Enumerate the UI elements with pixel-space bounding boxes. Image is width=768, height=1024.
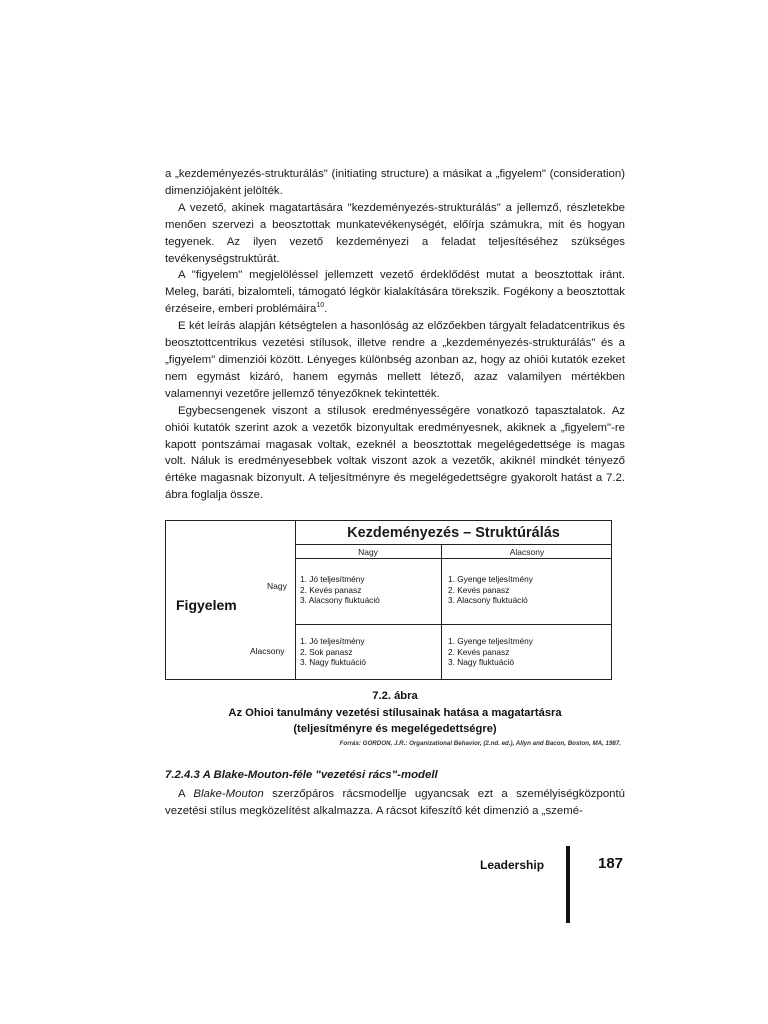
paragraph-3 bbox=[165, 267, 625, 318]
footnote-ref: 10 bbox=[316, 302, 325, 310]
cell-line: 2. Kevés panasz bbox=[448, 584, 510, 595]
figure-divider-cols bbox=[441, 544, 442, 680]
figure-caption-line-1: Az Ohioi tanulmány vezetési stílusainak hatása a magatartásra bbox=[228, 707, 562, 719]
figure-divider-header bbox=[295, 558, 612, 559]
paragraph-2: A vezető, akinek magatartására "kezdeményezés-strukturálás" a jellemző, részletekbe menően szervezi a beosztottak munkatevékenységét, előírja számukra, mit és hogyan tegyenek. Az ilyen vezető kezdeményezi a feladat teljesítéséhez szükséges tevékenységstruktúrát. bbox=[165, 201, 625, 265]
figure-cell-low-low bbox=[448, 636, 533, 668]
cell-line: 1. Gyenge teljesítmény bbox=[448, 636, 533, 646]
footer-running-title: Leadership bbox=[480, 858, 545, 872]
section-text bbox=[165, 786, 625, 820]
figure-col-label-low: Alacsony bbox=[442, 544, 612, 559]
section-text-rest: szerzőpáros rácsmodellje ugyancsak ezt a személyiségközpontú vezetési stílus megközelítést alkalmazza. A rácsot kifeszítő két dimenzió a „szemé- bbox=[165, 788, 626, 817]
figure-cell-low-high bbox=[300, 636, 366, 668]
cell-line: 2. Sok panasz bbox=[300, 646, 353, 657]
figure-source: Forrás: GORDON, J.R.: Organizational Behavior, (2.nd. ed.), Allyn and Bacon, Boston, MA, 1987. bbox=[339, 740, 621, 747]
cell-line: 1. Gyenge teljesítmény bbox=[448, 574, 533, 584]
page-number: 187 bbox=[598, 855, 624, 872]
footer-rule bbox=[566, 846, 570, 923]
figure-cell-high-low bbox=[448, 574, 533, 606]
section-heading: 7.2.4.3 A Blake-Mouton-féle "vezetési rács"-modell bbox=[165, 769, 438, 781]
cell-line: 3. Nagy fluktuáció bbox=[300, 657, 366, 668]
figure-divider-rows bbox=[295, 624, 612, 625]
figure-left-column bbox=[166, 521, 296, 679]
figure-number: 7.2. ábra bbox=[372, 690, 418, 702]
section-text-italic: Blake-Mouton bbox=[193, 788, 264, 800]
figure-row-label-low: Alacsony bbox=[250, 646, 285, 656]
cell-line: 1. Jó teljesítmény bbox=[300, 636, 365, 646]
figure-ohio-matrix bbox=[165, 520, 612, 680]
cell-line: 3. Nagy fluktuáció bbox=[448, 657, 514, 668]
section-paragraph bbox=[165, 786, 625, 820]
figure-axis-kezdemenyezes: Kezdeményezés – Struktúrálás bbox=[347, 525, 560, 541]
cell-line: 1. Jó teljesítmény bbox=[300, 574, 365, 584]
cell-line: 2. Kevés panasz bbox=[448, 646, 510, 657]
paragraph-4: E két leírás alapján kétségtelen a hasonlóság az előzőekben tárgyalt feladatcentrikus és beosztottcentrikus vezetési stílusok, illetve rendre a „kezdeményezés-strukturálás" és a „figyelem" dimenziói között. Lényeges különbség azonban az, hogy az ohiói kutatók ezeket nem egymást kizáró, hanem egymás mellett létező, azaz valamilyen mértékben valamennyi vezetőre jellemző tényezőknek tekintették. bbox=[165, 320, 625, 400]
paragraph-3-end: . bbox=[324, 303, 328, 316]
section-text-start: A bbox=[178, 788, 194, 800]
paragraph-3-text: A "figyelem" megjelöléssel jellemzett vezető érdeklődést mutat a beosztottak iránt. Meleg, baráti, bizalomteli, támogató légkör kialakítására törekszik. Fogékony a beosztottak érzéseire, emberi problémáira bbox=[165, 269, 625, 316]
paragraph-5: Egybecsengenek viszont a stílusok eredményességére vonatkozó tapasztalatok. Az ohiói kutatók szerint azok a vezetők bizonyultak eredményesnek, akiknek a „figyelem"-re kapott pontszámai magasak voltak, ezeknél a beosztottak megelégedettsége is magas volt. Náluk is eredményesebbek voltak viszont azok a vezetők, akiknél mindkét tényező értéke magasnak bizonyult. A teljesítményre és megelégedettségre gyakorolt hatást a 7.2. ábra foglalja össze. bbox=[165, 404, 625, 502]
figure-axis-figyelem: Figyelem bbox=[176, 597, 237, 613]
figure-cell-high-high bbox=[300, 574, 380, 606]
figure-caption-line-2: (teljesítményre és megelégedettségre) bbox=[293, 723, 497, 735]
paragraph-1: a „kezdeményezés-strukturálás" (initiating structure) a másikat a „figyelem" (consideration) dimenziójaként jelölték. bbox=[165, 168, 625, 197]
cell-line: 2. Kevés panasz bbox=[300, 584, 362, 595]
cell-line: 3. Alacsony fluktuáció bbox=[300, 595, 380, 606]
figure-row-label-high: Nagy bbox=[267, 581, 287, 591]
body-text bbox=[165, 166, 625, 504]
figure-col-label-high: Nagy bbox=[295, 544, 441, 559]
cell-line: 3. Alacsony fluktuáció bbox=[448, 595, 528, 606]
